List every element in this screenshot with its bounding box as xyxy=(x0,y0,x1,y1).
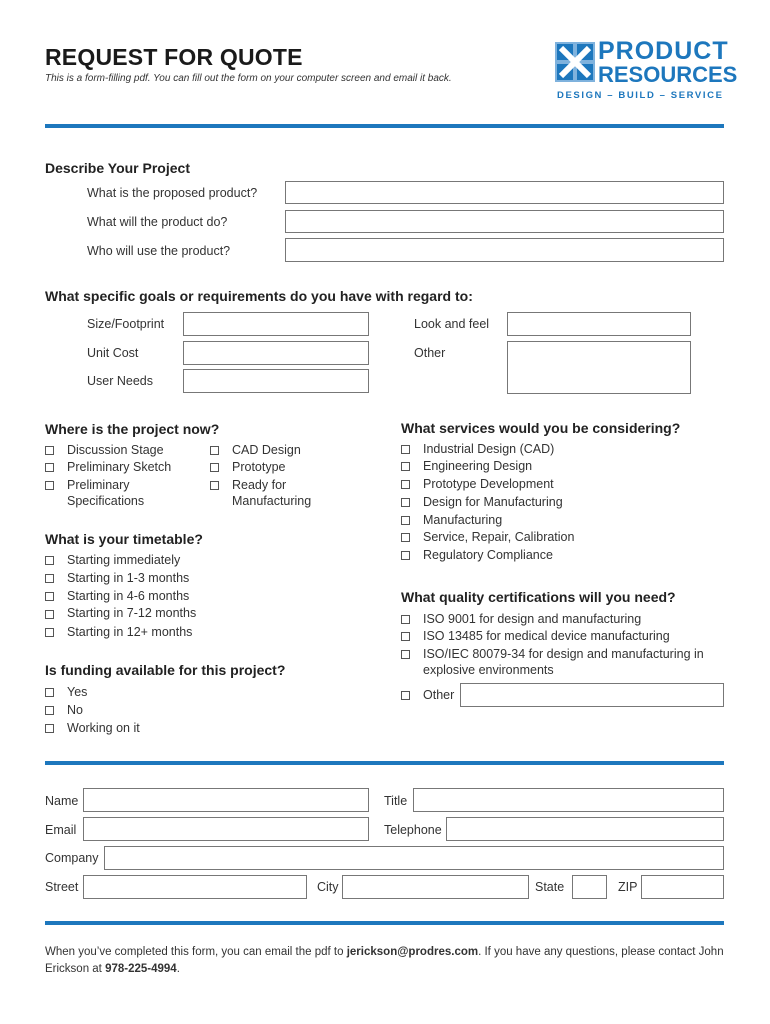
timetable-checkbox-1-3[interactable] xyxy=(45,574,54,583)
city-field[interactable] xyxy=(342,875,529,899)
proposed-product-field[interactable] xyxy=(285,181,724,204)
company-logo xyxy=(555,37,738,102)
footer-email[interactable]: jerickson@prodres.com xyxy=(346,946,479,958)
where-option-discussion: Discussion Stage xyxy=(67,443,164,457)
goals-heading: What specific goals or requirements do you have with regard to: xyxy=(45,288,473,304)
where-heading: Where is the project now? xyxy=(45,421,220,437)
where-checkbox-cad[interactable] xyxy=(210,446,219,455)
logo-x-icon xyxy=(555,42,595,82)
product-function-label: What will the product do? xyxy=(87,215,228,229)
timetable-checkbox-7-12[interactable] xyxy=(45,610,54,619)
footer-text-1: When you’ve completed this form, you can email the pdf to xyxy=(45,946,347,958)
where-option-ready: Ready for Manufacturing xyxy=(232,478,312,508)
certs-option-iec80079: ISO/IEC 80079-34 for design and manufacturing in explosive environments xyxy=(423,647,704,677)
size-field[interactable] xyxy=(183,312,369,336)
proposed-product-label: What is the proposed product? xyxy=(87,186,258,200)
street-label: Street xyxy=(45,880,79,894)
certs-checkbox-iso13485[interactable] xyxy=(401,632,410,641)
title-field[interactable] xyxy=(413,788,724,812)
product-users-label: Who will use the product? xyxy=(87,244,231,258)
funding-checkbox-working[interactable] xyxy=(45,724,54,733)
name-label: Name xyxy=(45,794,79,808)
page-title: REQUEST FOR QUOTE xyxy=(45,44,303,70)
footer-divider xyxy=(45,921,724,925)
state-label: State xyxy=(535,880,565,894)
telephone-label: Telephone xyxy=(384,823,442,837)
company-field[interactable] xyxy=(104,846,724,870)
certs-checkbox-iec80079[interactable] xyxy=(401,650,410,659)
services-option-manufacturing: Manufacturing xyxy=(423,513,503,527)
timetable-heading: What is your timetable? xyxy=(45,531,203,547)
user-needs-field[interactable] xyxy=(183,369,369,393)
goals-other-field[interactable] xyxy=(507,341,691,394)
services-checkbox-regulatory[interactable] xyxy=(401,551,410,560)
timetable-checkbox-4-6[interactable] xyxy=(45,592,54,601)
where-checkbox-ready[interactable] xyxy=(210,481,219,490)
services-checkbox-engineering[interactable] xyxy=(401,462,410,471)
where-checkbox-prototype[interactable] xyxy=(210,463,219,472)
zip-field[interactable] xyxy=(641,875,724,899)
email-label: Email xyxy=(45,823,77,837)
size-label: Size/Footprint xyxy=(87,317,165,331)
timetable-checkbox-12plus[interactable] xyxy=(45,628,54,637)
certs-other-label: Other xyxy=(423,688,455,702)
contact-divider xyxy=(45,761,724,765)
timetable-option-7-12: Starting in 7-12 months xyxy=(67,606,197,620)
city-label: City xyxy=(317,880,339,894)
goals-other-label: Other xyxy=(414,346,446,360)
footer-text-2: . If you have any questions, please contact John Erickson at xyxy=(45,946,724,975)
certs-checkbox-other[interactable] xyxy=(401,691,410,700)
header-divider xyxy=(45,124,724,128)
certs-other-field[interactable] xyxy=(460,683,724,707)
look-feel-label: Look and feel xyxy=(414,317,490,331)
where-option-cad: CAD Design xyxy=(232,443,301,457)
certs-checkbox-iso9001[interactable] xyxy=(401,615,410,624)
services-option-industrial: Industrial Design (CAD) xyxy=(423,442,555,456)
services-heading: What services would you be considering? xyxy=(401,420,681,436)
logo-tagline: DESIGN – BUILD – SERVICE xyxy=(557,90,724,101)
services-option-regulatory: Regulatory Compliance xyxy=(423,548,553,562)
certs-option-iso9001: ISO 9001 for design and manufacturing xyxy=(423,612,642,626)
company-label: Company xyxy=(45,851,99,865)
footer-text-3: . xyxy=(176,963,180,975)
funding-option-working: Working on it xyxy=(67,721,140,735)
where-option-sketch: Preliminary Sketch xyxy=(67,460,172,474)
where-checkbox-sketch[interactable] xyxy=(45,463,54,472)
project-heading: Describe Your Project xyxy=(45,160,190,176)
funding-option-yes: Yes xyxy=(67,685,88,699)
timetable-option-immediately: Starting immediately xyxy=(67,553,181,567)
where-option-prototype: Prototype xyxy=(232,460,286,474)
product-function-field[interactable] xyxy=(285,210,724,233)
email-field[interactable] xyxy=(83,817,369,841)
where-option-specs: Preliminary Specifications xyxy=(67,478,145,508)
services-option-engineering: Engineering Design xyxy=(423,459,533,473)
unit-cost-label: Unit Cost xyxy=(87,346,139,360)
logo-line1: PRODUCT xyxy=(598,37,729,65)
services-option-prototype: Prototype Development xyxy=(423,477,554,491)
where-checkbox-discussion[interactable] xyxy=(45,446,54,455)
timetable-option-12plus: Starting in 12+ months xyxy=(67,625,193,639)
certs-heading: What quality certifications will you need? xyxy=(401,589,676,605)
funding-checkbox-yes[interactable] xyxy=(45,688,54,697)
funding-checkbox-no[interactable] xyxy=(45,706,54,715)
funding-option-no: No xyxy=(67,703,83,717)
footer-note xyxy=(45,944,725,978)
title-label: Title xyxy=(384,794,408,808)
services-checkbox-prototype[interactable] xyxy=(401,480,410,489)
where-checkbox-specs[interactable] xyxy=(45,481,54,490)
timetable-option-1-3: Starting in 1-3 months xyxy=(67,571,190,585)
look-feel-field[interactable] xyxy=(507,312,691,336)
page-subtitle: This is a form-filling pdf. You can fill out the form on your computer screen and email it back. xyxy=(45,73,452,84)
timetable-option-4-6: Starting in 4-6 months xyxy=(67,589,190,603)
services-option-dfm: Design for Manufacturing xyxy=(423,495,563,509)
product-users-field[interactable] xyxy=(285,238,724,262)
state-field[interactable] xyxy=(572,875,607,899)
logo-line2: RESOURCES xyxy=(598,62,738,87)
services-checkbox-dfm[interactable] xyxy=(401,498,410,507)
user-needs-label: User Needs xyxy=(87,374,153,388)
services-checkbox-manufacturing[interactable] xyxy=(401,516,410,525)
name-field[interactable] xyxy=(83,788,369,812)
zip-label: ZIP xyxy=(618,880,638,894)
footer-phone: 978-225-4994 xyxy=(105,963,177,975)
services-checkbox-service[interactable] xyxy=(401,533,410,542)
funding-heading: Is funding available for this project? xyxy=(45,662,286,678)
services-option-service: Service, Repair, Calibration xyxy=(423,530,575,544)
certs-option-iso13485: ISO 13485 for medical device manufacturing xyxy=(423,629,670,643)
timetable-checkbox-immediately[interactable] xyxy=(45,556,54,565)
street-field[interactable] xyxy=(83,875,307,899)
services-checkbox-industrial[interactable] xyxy=(401,445,410,454)
telephone-field[interactable] xyxy=(446,817,724,841)
unit-cost-field[interactable] xyxy=(183,341,369,365)
